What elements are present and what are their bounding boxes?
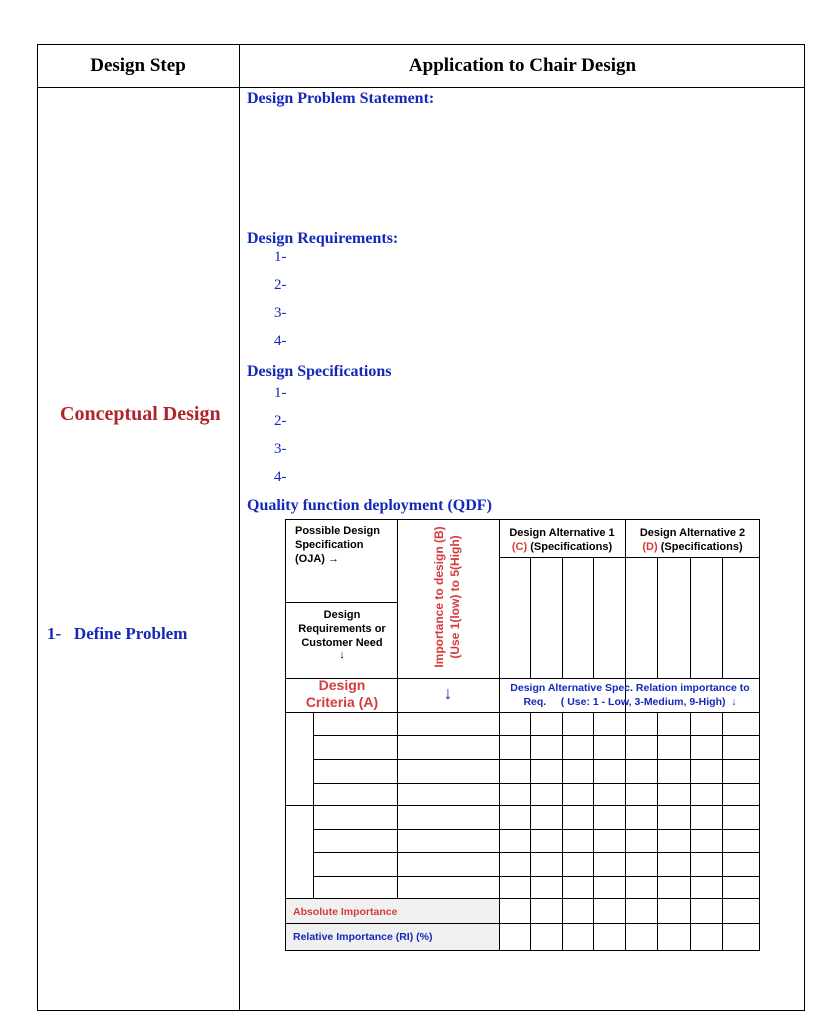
requirement-item: 2- [274,277,287,293]
design-criteria-label: Design Criteria (A) [305,677,379,710]
alt2-title: Design Alternative 2 [639,527,746,539]
down-arrow-small: ↓ [339,649,345,661]
importance-vertical-label: Importance to design (B) (Use 1(low) to 5(High) [432,526,462,668]
column-divider [239,44,240,1011]
header-design-step: Design Step [90,55,186,76]
relation-note-2: Req. ( Use: 1 - Low, 3-Medium, 9-High) ↓ [523,696,737,708]
header-divider [37,87,805,88]
alt1-letter: (C) [511,541,528,553]
requirement-item: 1- [274,249,287,265]
specification-item: 4- [274,469,287,485]
requirement-item: 4- [274,333,287,349]
problem-statement-title: Design Problem Statement: [247,90,435,107]
define-problem-label: 1- Define Problem [47,624,188,643]
specification-item: 2- [274,413,287,429]
header-application: Application to Chair Design [408,55,637,76]
possible-spec-label: Possible Design Specification (OJA) → [295,525,380,565]
requirements-title: Design Requirements: [247,230,399,247]
relative-importance-label: Relative Importance (RI) (%) [293,931,433,943]
conceptual-design-label: Conceptual Design [60,403,221,425]
design-requirements-label: Design Requirements or Customer Need [298,609,386,649]
alt1-title: Design Alternative 1 [509,527,615,539]
alt1-sub [499,540,625,554]
qfd-title: Quality function deployment (QDF) [247,497,492,514]
absolute-importance-label: Absolute Importance [293,906,398,918]
down-arrow: ↓ [443,683,453,703]
relation-note-1: Design Alternative Spec. Relation importance to [510,682,750,694]
alt2-specs: (Specifications) [660,541,743,553]
qfd-matrix [285,519,760,951]
specifications-title: Design Specifications [247,363,392,380]
alt1-specs: (Specifications) [530,541,613,553]
alt2-letter: (D) [642,541,658,553]
specification-item: 1- [274,385,287,401]
requirement-item: 3- [274,305,287,321]
alt2-sub [625,540,760,554]
specification-item: 3- [274,441,287,457]
